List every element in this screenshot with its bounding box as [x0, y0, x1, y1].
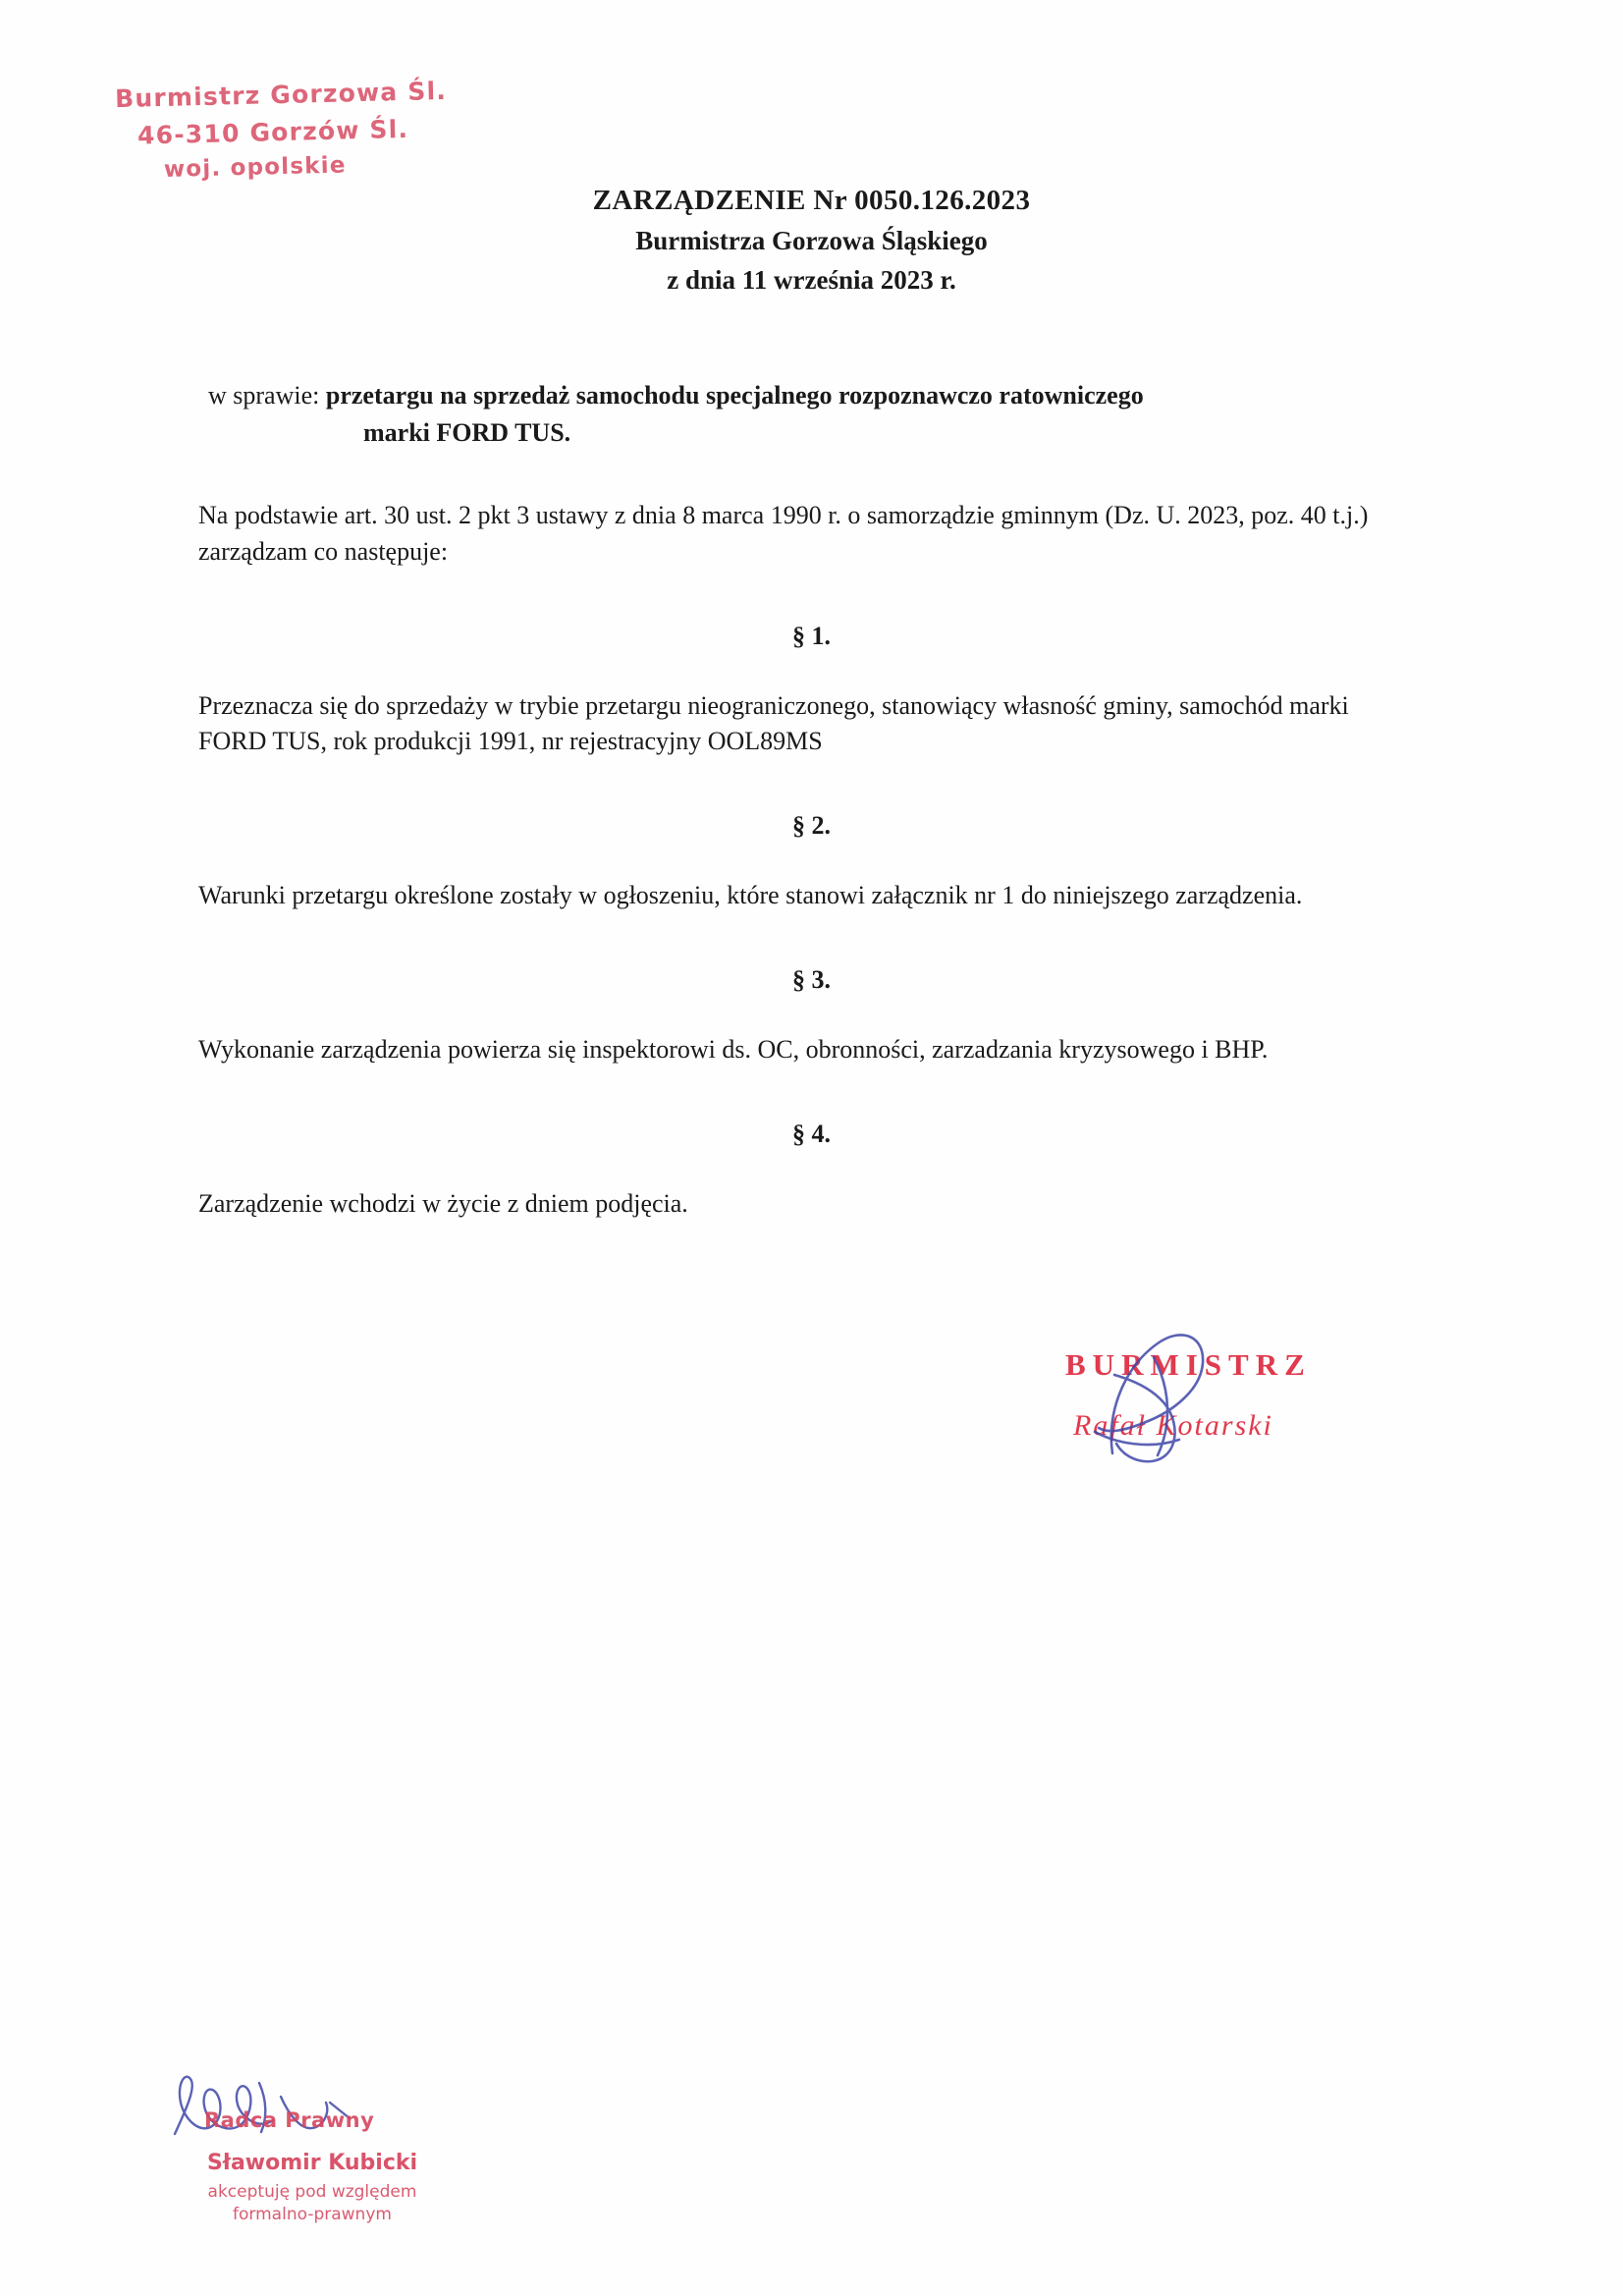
- paragraph-mark-1: § 1.: [792, 621, 831, 650]
- mayor-signature-block: [1055, 1306, 1380, 1503]
- paragraph-text-4: Zarządzenie wchodzi w życie z dniem podjęcia.: [198, 1189, 688, 1219]
- subject-block: [208, 378, 1415, 451]
- document-title: ZARZĄDZENIE Nr 0050.126.2023: [592, 185, 1031, 216]
- legal-basis-paragraph: Na podstawie art. 30 ust. 2 pkt 3 ustawy z dnia 8 marca 1990 r. o samorządzie gminnym (Dz. U. 2023, poz. 40 t.j.) zarządzam co następuje:: [198, 500, 1369, 566]
- legal-counsel-name: Sławomir Kubicki: [206, 2151, 418, 2175]
- handwritten-signature-icon: [1055, 1306, 1380, 1503]
- subject-text-continued: marki FORD TUS.: [363, 417, 571, 447]
- subject-text: przetargu na sprzedaż samochodu specjalnego rozpoznawczo ratowniczego: [325, 381, 1144, 410]
- document-body: [198, 378, 1415, 1223]
- subject-lead: w sprawie:: [208, 381, 326, 410]
- mayor-title-stamp: BURMISTRZ: [1065, 1347, 1312, 1382]
- office-stamp-line-1: Burmistrz Gorzowa Śl.: [114, 76, 448, 114]
- mayor-name-stamp: Rafał Kotarski: [1073, 1409, 1273, 1442]
- document-subtitle: Burmistrza Gorzowa Śląskiego: [635, 226, 988, 255]
- document-heading: [0, 185, 1623, 296]
- paragraph-text-1: Przeznacza się do sprzedaży w trybie przetargu nieograniczonego, stanowiący własność gminy, samochód marki FORD TUS, rok produkcji 1991, nr rejestracyjny OOL89MS: [198, 690, 1349, 756]
- paragraph-mark-3: § 3.: [792, 965, 831, 995]
- office-stamp: [115, 73, 449, 189]
- paragraph-mark-2: § 2.: [792, 811, 831, 841]
- legal-counsel-note: [175, 2181, 450, 2226]
- office-stamp-line-2: 46-310 Gorzów Śl.: [136, 114, 409, 150]
- paragraph-text-2: Warunki przetargu określone zostały w ogłoszeniu, które stanowi załącznik nr 1 do niniejszego zarządzenia.: [198, 881, 1303, 910]
- legal-counsel-block: [157, 2057, 471, 2244]
- paragraph-text-3: Wykonanie zarządzenia powierza się inspektorowi ds. OC, obronności, zarzadzania kryzysowego i BHP.: [198, 1035, 1269, 1065]
- document-date: z dnia 11 września 2023 r.: [667, 265, 956, 295]
- legal-counsel-note-line-1: akceptuję pod względem: [207, 2182, 417, 2202]
- office-stamp-line-3: woj. opolskie: [163, 152, 347, 183]
- legal-counsel-note-line-2: formalno-prawnym: [233, 2204, 392, 2224]
- legal-counsel-role: Radca Prawny: [204, 2108, 375, 2132]
- paragraph-mark-4: § 4.: [792, 1120, 831, 1149]
